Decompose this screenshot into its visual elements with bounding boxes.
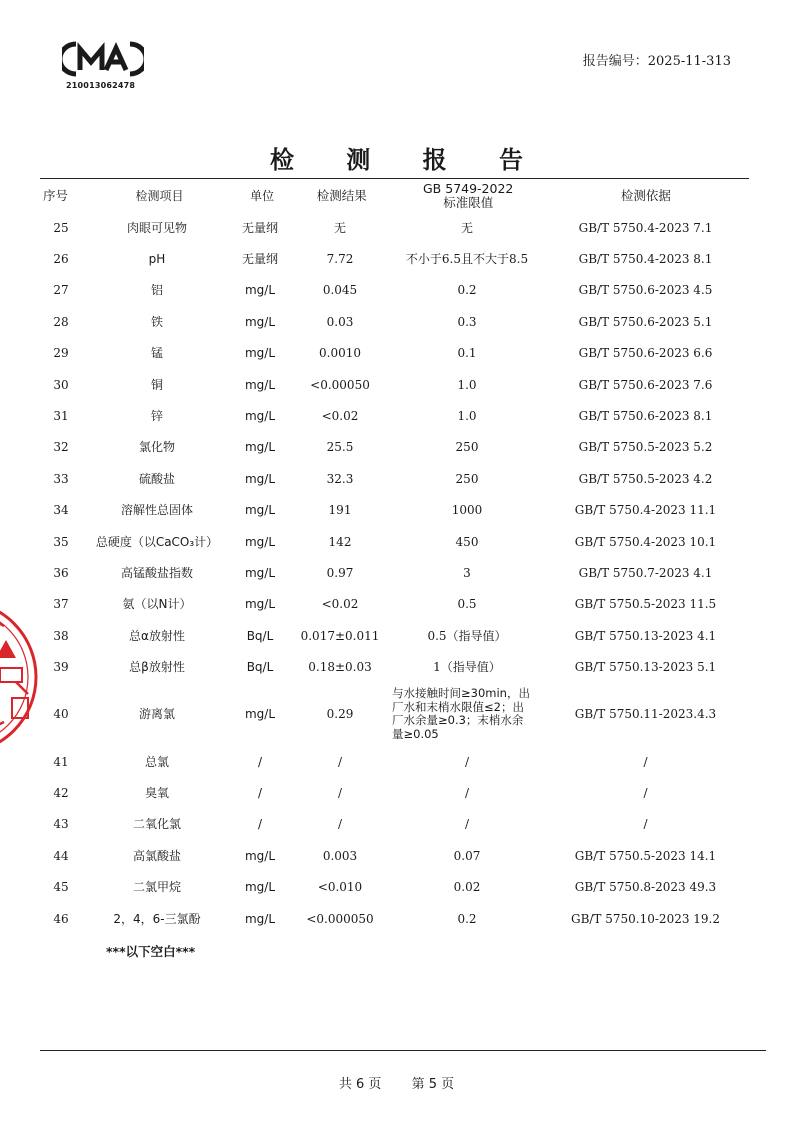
row-limit: /	[464, 817, 470, 832]
row-limit: 0.3	[457, 314, 477, 329]
row-number: 37	[53, 597, 69, 612]
row-method: GB/T 5750.7-2023 4.1	[578, 565, 713, 580]
red-seal-stamp	[0, 598, 46, 756]
row-number: 38	[53, 628, 69, 643]
row-unit: mg/L	[244, 534, 276, 549]
row-limit-line: 厂水余量≥0.3；末梢水余	[392, 713, 524, 728]
row-method: GB/T 5750.10-2023 19.2	[570, 911, 720, 926]
row-method: GB/T 5750.6-2023 5.1	[578, 314, 713, 329]
row-unit: mg/L	[244, 565, 276, 580]
table-row	[40, 871, 749, 902]
row-unit: mg/L	[244, 848, 276, 863]
row-limit: 0.2	[457, 283, 477, 298]
row-number: 39	[53, 660, 69, 675]
row-method: GB/T 5750.5-2023 14.1	[574, 848, 717, 863]
row-number: 43	[53, 817, 69, 832]
row-number: 40	[53, 707, 69, 722]
row-item: 高锰酸盐指数	[120, 565, 193, 580]
row-unit: /	[257, 785, 263, 800]
row-number: 30	[53, 377, 69, 392]
end-note: ***以下空白***	[106, 944, 196, 960]
row-limit-line: 量≥0.05	[392, 726, 439, 741]
row-item: 2，4，6-三氯酚	[113, 911, 201, 926]
row-unit: 无量纲	[241, 252, 278, 267]
row-method: GB/T 5750.5-2023 4.2	[578, 471, 713, 486]
row-result: 0.97	[326, 565, 354, 580]
row-limit: 0.2	[457, 911, 477, 926]
row-unit: mg/L	[244, 597, 276, 612]
row-item: 臭氧	[144, 785, 169, 800]
row-unit: /	[257, 817, 263, 832]
row-limit: 0.5	[457, 597, 477, 612]
row-number: 27	[53, 283, 69, 298]
row-limit: /	[464, 785, 470, 800]
results-table	[40, 180, 749, 968]
row-method: GB/T 5750.4-2023 10.1	[574, 534, 717, 549]
table-row	[40, 620, 749, 651]
table-row	[40, 495, 749, 526]
table-row	[40, 589, 749, 620]
row-result: 0.03	[326, 314, 354, 329]
row-result: 0.045	[322, 283, 358, 298]
row-item: 总氯	[144, 754, 169, 769]
row-unit: mg/L	[244, 346, 276, 361]
row-item: pH	[148, 252, 166, 267]
row-item: 高氯酸盐	[132, 848, 181, 863]
row-result: 25.5	[326, 440, 354, 455]
total-pages: 共 6 页	[338, 1077, 382, 1092]
table-row	[40, 651, 749, 682]
table-row	[40, 212, 749, 243]
row-result: 0.003	[322, 848, 358, 863]
cma-certificate-number: 210013062478	[66, 81, 136, 90]
row-method: /	[643, 817, 648, 832]
row-item: 锰	[150, 346, 163, 361]
row-result: /	[337, 817, 343, 832]
table-row	[40, 903, 749, 934]
row-number: 46	[53, 911, 69, 926]
row-item: 铝	[150, 283, 163, 298]
row-number: 41	[53, 754, 69, 769]
page-title: 检 测 报 告	[269, 145, 546, 174]
row-result: 无	[333, 220, 346, 235]
row-method: GB/T 5750.4-2023 11.1	[574, 503, 717, 518]
table-row	[40, 557, 749, 588]
header-no: 序号	[43, 188, 69, 203]
row-item: 总α放射性	[129, 628, 185, 643]
row-method: GB/T 5750.6-2023 8.1	[578, 409, 713, 424]
row-result: 142	[328, 534, 352, 549]
row-unit: 无量纲	[241, 220, 278, 235]
row-item: 氨（以N计）	[122, 597, 192, 612]
table-row	[40, 840, 749, 871]
row-number: 45	[53, 880, 69, 895]
row-item: 铁	[150, 314, 163, 329]
row-method: GB/T 5750.6-2023 6.6	[578, 346, 713, 361]
row-number: 36	[53, 565, 69, 580]
table-row	[40, 243, 749, 274]
row-number: 28	[53, 314, 69, 329]
row-item: 二氧化氯	[132, 817, 181, 832]
row-number: 34	[53, 503, 69, 518]
row-limit: 0.1	[457, 346, 477, 361]
row-unit: Bq/L	[246, 628, 274, 643]
row-item: 溶解性总固体	[120, 503, 193, 518]
row-limit: 不小于6.5且不大于8.5	[405, 252, 529, 267]
row-result: 7.72	[326, 252, 354, 267]
row-item: 肉眼可见物	[126, 220, 187, 235]
row-number: 25	[53, 220, 69, 235]
row-number: 33	[53, 471, 69, 486]
row-method: GB/T 5750.5-2023 5.2	[578, 440, 713, 455]
row-result: 0.18±0.03	[308, 660, 372, 675]
row-unit: Bq/L	[246, 660, 274, 675]
row-method: GB/T 5750.4-2023 8.1	[578, 252, 713, 267]
row-number: 44	[53, 848, 69, 863]
row-result: <0.010	[317, 880, 363, 895]
row-method: /	[643, 754, 648, 769]
header-limit-line1: GB 5749-2022	[423, 181, 514, 196]
header-method: 检测依据	[620, 188, 671, 203]
header-limit	[394, 182, 543, 210]
row-item: 铜	[150, 377, 163, 392]
header-unit: 单位	[250, 189, 275, 203]
table-row	[40, 746, 749, 777]
row-result: /	[337, 754, 343, 769]
row-method: /	[643, 785, 648, 800]
row-method: GB/T 5750.6-2023 4.5	[578, 283, 713, 298]
row-unit: mg/L	[244, 440, 276, 455]
row-limit: 450	[455, 534, 479, 549]
table-row	[40, 400, 749, 431]
row-number: 42	[53, 785, 69, 800]
row-item: 硫酸盐	[138, 471, 175, 486]
row-result: <0.02	[321, 409, 359, 424]
row-number: 35	[53, 534, 69, 549]
table-row	[40, 432, 749, 463]
table-row	[40, 683, 749, 746]
row-method: GB/T 5750.4-2023 7.1	[578, 220, 713, 235]
row-method: GB/T 5750.11-2023.4.3	[574, 707, 717, 722]
row-limit: /	[464, 754, 470, 769]
cma-logo	[62, 40, 152, 100]
footer-rule	[40, 1050, 766, 1051]
row-unit: mg/L	[244, 880, 276, 895]
table-row	[40, 526, 749, 557]
row-method: GB/T 5750.6-2023 7.6	[578, 377, 713, 392]
row-limit: 1.0	[457, 377, 477, 392]
table-row	[40, 275, 749, 306]
row-limit: 0.07	[453, 848, 481, 863]
row-limit: 1.0	[457, 409, 477, 424]
table-row	[40, 338, 749, 369]
row-item: 二氯甲烷	[132, 880, 181, 895]
page-footer	[0, 1073, 793, 1092]
row-item: 总β放射性	[129, 660, 185, 675]
row-item: 锌	[150, 409, 163, 424]
row-method: GB/T 5750.8-2023 49.3	[574, 880, 717, 895]
row-unit: mg/L	[244, 707, 276, 722]
table-row	[40, 777, 749, 808]
row-limit: 0.5（指导值）	[427, 628, 507, 643]
row-number: 29	[53, 346, 69, 361]
row-method: GB/T 5750.5-2023 11.5	[574, 597, 717, 612]
row-unit: mg/L	[244, 377, 276, 392]
row-limit-line: 与水接触时间≥30min，出	[392, 686, 530, 701]
table-top-rule	[40, 178, 749, 179]
row-unit: mg/L	[244, 283, 276, 298]
row-unit: mg/L	[244, 503, 276, 518]
row-limit: 3	[463, 565, 471, 580]
row-limit: 无	[460, 220, 473, 235]
header-limit-line2: 标准限值	[443, 195, 494, 210]
row-limit: 1000	[451, 503, 483, 518]
row-number: 32	[53, 440, 69, 455]
row-result: 32.3	[326, 471, 354, 486]
row-limit-line: 厂水和末梢水限值≤2；出	[392, 699, 524, 714]
cma-logo-mark	[62, 40, 144, 78]
row-result: <0.00050	[310, 377, 370, 392]
report-number: 报告编号：2025-11-313	[582, 54, 731, 69]
table-row	[40, 463, 749, 494]
table-row	[40, 306, 749, 337]
row-unit: mg/L	[244, 314, 276, 329]
row-method: GB/T 5750.13-2023 4.1	[574, 628, 717, 643]
row-number: 26	[53, 252, 69, 267]
header-item: 检测项目	[135, 189, 184, 203]
row-unit: /	[257, 754, 263, 769]
row-method: GB/T 5750.13-2023 5.1	[574, 660, 717, 675]
row-result: 0.017±0.011	[300, 628, 380, 643]
row-number: 31	[53, 409, 69, 424]
row-result: <0.02	[321, 597, 359, 612]
row-limit	[392, 687, 542, 741]
table-row	[40, 809, 749, 840]
row-result: /	[337, 785, 343, 800]
row-item: 总硬度（以CaCO₃计）	[95, 534, 219, 549]
current-page: 第 5 页	[411, 1077, 455, 1092]
row-limit: 1（指导值）	[433, 660, 501, 675]
table-row	[40, 369, 749, 400]
table-body	[40, 212, 749, 934]
row-unit: mg/L	[244, 409, 276, 424]
row-unit: mg/L	[244, 911, 276, 926]
row-limit: 250	[455, 440, 479, 455]
row-result: 0.29	[326, 707, 354, 722]
row-result: 191	[328, 503, 352, 518]
row-limit: 0.02	[453, 880, 481, 895]
row-result: <0.000050	[306, 911, 374, 926]
row-item: 氯化物	[138, 440, 175, 455]
table-header-row	[40, 180, 749, 212]
row-limit: 250	[455, 471, 479, 486]
row-result: 0.0010	[319, 346, 361, 361]
row-unit: mg/L	[244, 471, 276, 486]
row-item: 游离氯	[138, 707, 175, 722]
header-result: 检测结果	[316, 188, 367, 203]
